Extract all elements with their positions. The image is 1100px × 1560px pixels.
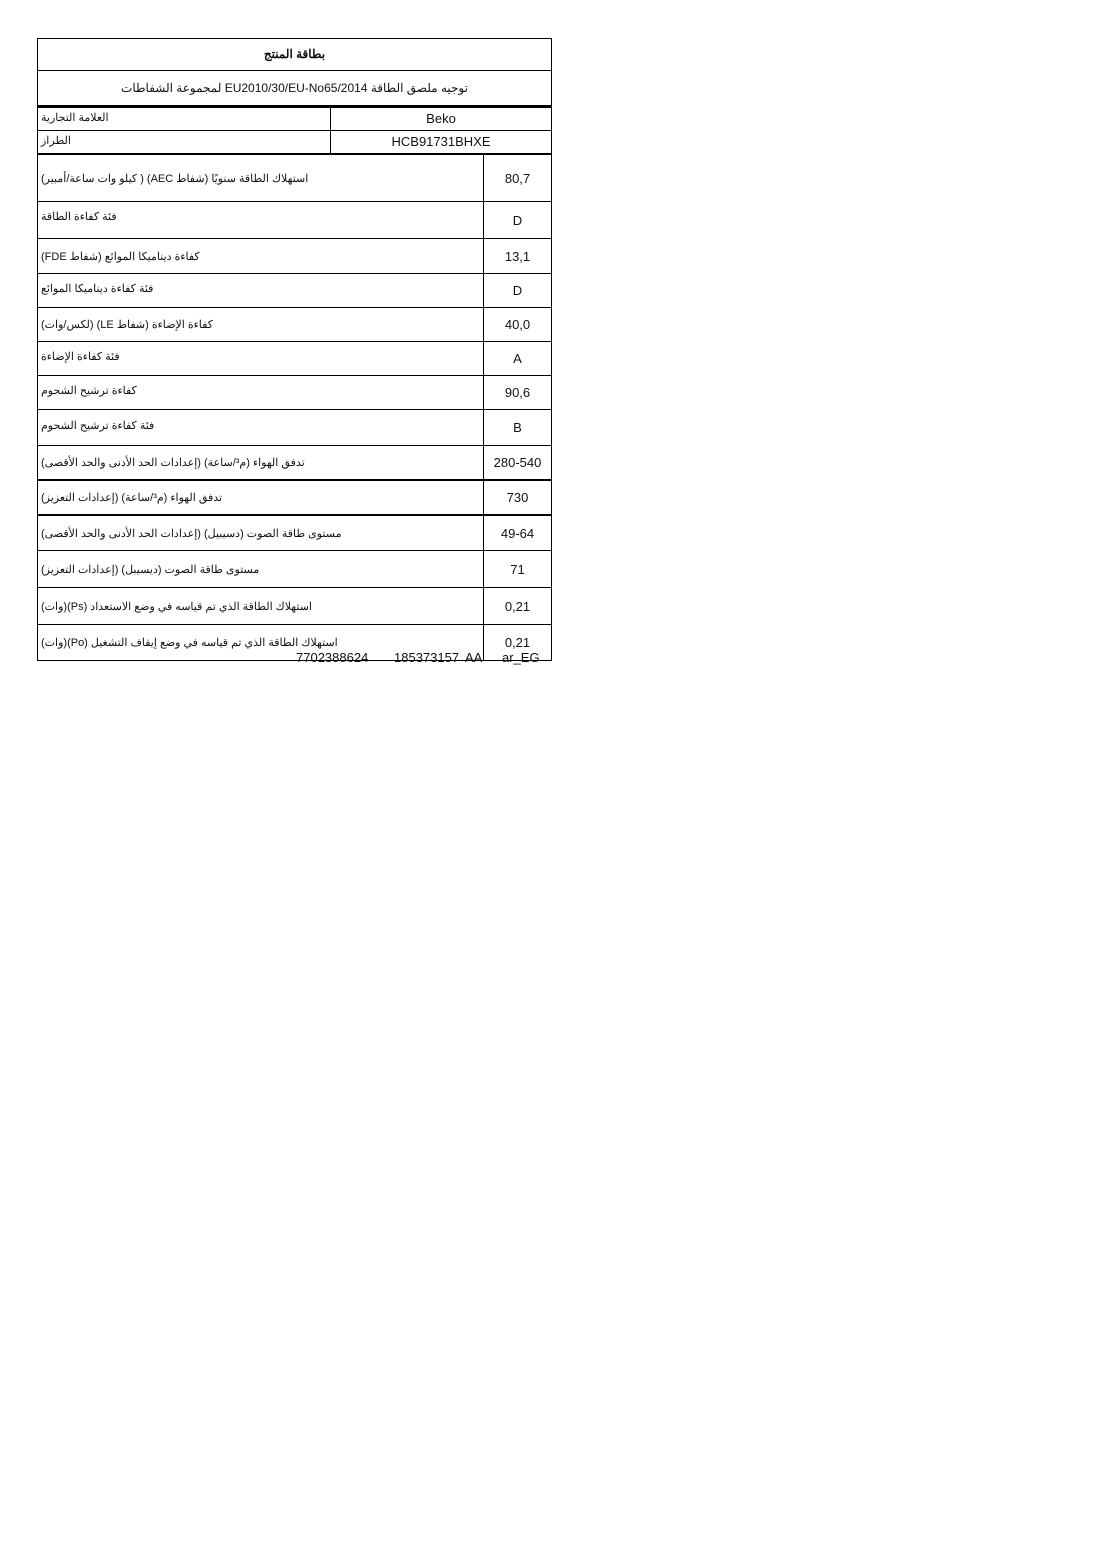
spec-label: مستوى طاقة الصوت (ديسيبل) (إعدادات التعزيز) — [38, 551, 484, 587]
spec-label: فئة كفاءة ترشيح الشحوم — [38, 410, 484, 445]
spec-label: (لكس/وات) (LE شفاط) كفاءة الإضاءة — [38, 308, 484, 341]
spec-row-le — [38, 308, 551, 342]
spec-value: B — [513, 420, 522, 435]
model-label: الطراز — [38, 131, 331, 153]
product-fiche — [37, 38, 552, 661]
spec-label: فئة كفاءة الطاقة — [38, 202, 484, 238]
spec-value: 40,0 — [504, 317, 531, 332]
model-value: HCB91731BHXE — [391, 134, 491, 149]
spec-value: 71 — [510, 561, 525, 577]
spec-value: 280-540 — [493, 455, 542, 470]
spec-value: A — [513, 351, 522, 366]
spec-label: (FDE شفاط) كفاءة ديناميكا الموائع — [38, 239, 484, 273]
spec-value: D — [512, 212, 523, 228]
spec-value: 13,1 — [504, 248, 531, 264]
spec-label: فئة كفاءة ديناميكا الموائع — [38, 274, 484, 307]
spec-row-ps — [38, 588, 551, 625]
spec-row-gfe — [38, 376, 551, 410]
spec-row-fde — [38, 239, 551, 274]
spec-row-airflow — [38, 446, 551, 481]
footer-locale: ar_EG — [502, 650, 540, 665]
spec-value: 49-64 — [500, 525, 535, 541]
spec-label: تدفق الهواء (م³/ساعة) (إعدادات الحد الأدنى والحد الأقصى) — [38, 446, 484, 479]
footer-code-1: 7702388624 — [296, 650, 369, 665]
spec-row-energy-class — [38, 202, 551, 239]
spec-label: (كيلو وات ساعة/أمبير ) (AEC شفاط) استهلاك الطاقة سنويًا — [38, 155, 484, 201]
spec-row-noise-boost — [38, 551, 551, 588]
spec-value: 0,21 — [504, 635, 531, 650]
spec-label: تدفق الهواء (م³/ساعة) (إعدادات التعزيز) — [38, 481, 484, 514]
spec-label: (وات)(Po) استهلاك الطاقة الذي تم قياسه في وضع إيقاف التشغيل — [38, 625, 484, 660]
fiche-header-box — [37, 38, 552, 107]
footer-code-2: 185373157 — [394, 650, 460, 665]
spec-value: 90,6 — [504, 385, 531, 400]
fiche-title: بطاقة المنتج — [38, 39, 551, 71]
spec-row-gfe-class — [38, 410, 551, 446]
spec-table — [37, 154, 552, 661]
model-row — [38, 131, 551, 153]
spec-value: 0,21 — [504, 598, 531, 614]
spec-row-noise — [38, 516, 551, 551]
spec-label: (وات)(Ps) استهلاك الطاقة الذي تم قياسه في وضع الاستعداد — [38, 588, 484, 624]
spec-row-le-class — [38, 342, 551, 376]
spec-row-airflow-boost — [38, 481, 551, 516]
brand-label: العلامة التجارية — [38, 108, 331, 130]
brand-value: Beko — [426, 111, 456, 126]
spec-row-aec — [38, 155, 551, 202]
spec-label: فئة كفاءة الإضاءة — [38, 342, 484, 375]
spec-label: كفاءة ترشيح الشحوم — [38, 376, 484, 409]
brand-row — [38, 107, 551, 131]
spec-label: مستوى طاقة الصوت (دسيبيل) (إعدادات الحد الأدنى والحد الأقصى) — [38, 516, 484, 550]
spec-value: 80,7 — [504, 170, 531, 186]
document-footer — [37, 650, 542, 666]
fiche-subtitle: لمجموعة الشفاطات EU2010/30/EU-No65/2014 توجيه ملصق الطاقة — [38, 71, 551, 106]
spec-value: 730 — [506, 490, 529, 505]
brand-model-box — [37, 107, 552, 154]
spec-value: D — [512, 283, 523, 298]
footer-revision: AA — [465, 650, 483, 665]
spec-row-fde-class — [38, 274, 551, 308]
